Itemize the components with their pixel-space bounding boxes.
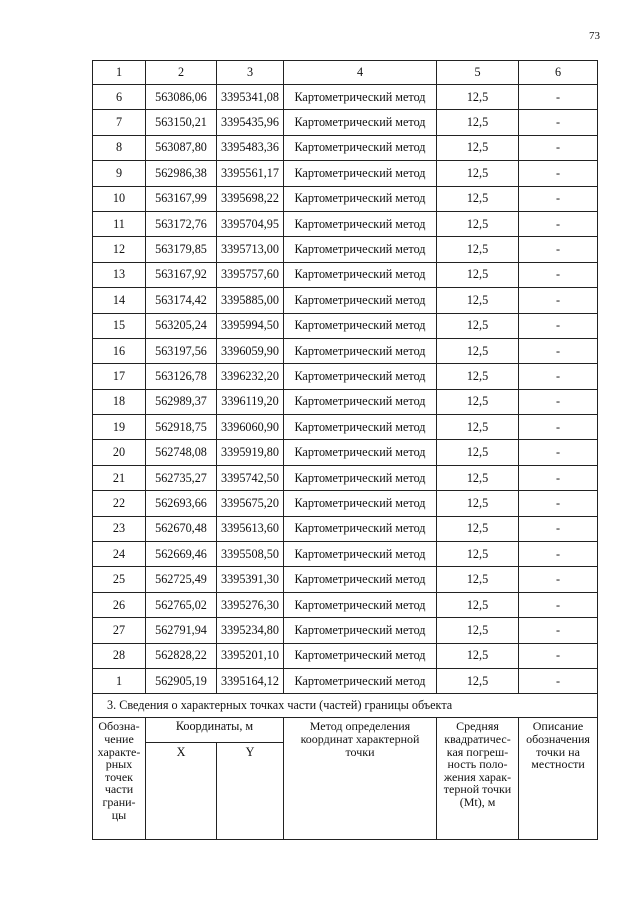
description: - <box>519 364 598 389</box>
mean-error: 12,5 <box>437 186 519 211</box>
mean-error: 12,5 <box>437 237 519 262</box>
method: Картометрический метод <box>284 542 437 567</box>
coordinate-y: 3395885,00 <box>217 288 284 313</box>
table-row <box>93 364 598 389</box>
method-header: Метод определения координат характерной точки <box>284 718 437 840</box>
column-number: 6 <box>519 61 598 85</box>
coordinate-x: 562989,37 <box>146 389 217 414</box>
coordinate-y: 3395164,12 <box>217 668 284 693</box>
point-number: 9 <box>93 161 146 186</box>
coordinate-x: 563126,78 <box>146 364 217 389</box>
method: Картометрический метод <box>284 465 437 490</box>
mean-error: 12,5 <box>437 491 519 516</box>
mean-error: 12,5 <box>437 643 519 668</box>
description: - <box>519 542 598 567</box>
mean-error: 12,5 <box>437 415 519 440</box>
coordinate-x: 562748,08 <box>146 440 217 465</box>
table-row <box>93 415 598 440</box>
mean-error: 12,5 <box>437 85 519 110</box>
description: - <box>519 211 598 236</box>
coordinate-y: 3395675,20 <box>217 491 284 516</box>
point-number: 7 <box>93 110 146 135</box>
description: - <box>519 592 598 617</box>
coordinate-x: 562905,19 <box>146 668 217 693</box>
description: - <box>519 85 598 110</box>
point-number: 21 <box>93 465 146 490</box>
table-row <box>93 668 598 693</box>
description: - <box>519 313 598 338</box>
coordinate-x: 563174,42 <box>146 288 217 313</box>
description: - <box>519 440 598 465</box>
table-row <box>93 465 598 490</box>
mean-error: 12,5 <box>437 668 519 693</box>
coordinate-x: 562670,48 <box>146 516 217 541</box>
coordinate-x: 563150,21 <box>146 110 217 135</box>
coordinate-x: 563179,85 <box>146 237 217 262</box>
mean-error: 12,5 <box>437 516 519 541</box>
method: Картометрический метод <box>284 618 437 643</box>
coordinate-y: 3395713,00 <box>217 237 284 262</box>
coordinate-x: 562725,49 <box>146 567 217 592</box>
table-row <box>93 389 598 414</box>
method: Картометрический метод <box>284 516 437 541</box>
error-header: Средняя квадратичес- кая погреш- ность поло- жения харак- терной точки (Mt), м <box>437 718 519 840</box>
point-number: 23 <box>93 516 146 541</box>
table-row <box>93 567 598 592</box>
coordinate-y: 3395994,50 <box>217 313 284 338</box>
table-row <box>93 440 598 465</box>
mean-error: 12,5 <box>437 465 519 490</box>
description: - <box>519 643 598 668</box>
mean-error: 12,5 <box>437 161 519 186</box>
method: Картометрический метод <box>284 313 437 338</box>
method: Картометрический метод <box>284 338 437 363</box>
mean-error: 12,5 <box>437 364 519 389</box>
mean-error: 12,5 <box>437 542 519 567</box>
coordinate-y: 3395483,36 <box>217 135 284 160</box>
section-3-header-row <box>93 718 598 743</box>
coordinate-x: 563167,92 <box>146 262 217 287</box>
table-row <box>93 135 598 160</box>
table-row <box>93 85 598 110</box>
mean-error: 12,5 <box>437 288 519 313</box>
method: Картометрический метод <box>284 186 437 211</box>
mean-error: 12,5 <box>437 440 519 465</box>
mean-error: 12,5 <box>437 567 519 592</box>
description: - <box>519 567 598 592</box>
point-number: 10 <box>93 186 146 211</box>
point-number: 25 <box>93 567 146 592</box>
column-number: 2 <box>146 61 217 85</box>
method: Картометрический метод <box>284 135 437 160</box>
column-number: 4 <box>284 61 437 85</box>
mean-error: 12,5 <box>437 135 519 160</box>
point-number: 15 <box>93 313 146 338</box>
page-number: 73 <box>589 30 600 42</box>
y-header: Y <box>217 743 284 840</box>
coordinate-x: 563205,24 <box>146 313 217 338</box>
point-number: 13 <box>93 262 146 287</box>
coordinate-x: 562828,22 <box>146 643 217 668</box>
coordinate-x: 562918,75 <box>146 415 217 440</box>
coordinate-y: 3395234,80 <box>217 618 284 643</box>
point-number: 14 <box>93 288 146 313</box>
description: - <box>519 338 598 363</box>
method: Картометрический метод <box>284 440 437 465</box>
coordinate-x: 562735,27 <box>146 465 217 490</box>
table-row <box>93 643 598 668</box>
coordinate-x: 562765,02 <box>146 592 217 617</box>
description: - <box>519 161 598 186</box>
point-number: 8 <box>93 135 146 160</box>
description: - <box>519 415 598 440</box>
description: - <box>519 135 598 160</box>
coordinate-y: 3395435,96 <box>217 110 284 135</box>
coordinate-y: 3395613,60 <box>217 516 284 541</box>
method: Картометрический метод <box>284 85 437 110</box>
mean-error: 12,5 <box>437 389 519 414</box>
table-row <box>93 542 598 567</box>
point-number: 11 <box>93 211 146 236</box>
method: Картометрический метод <box>284 415 437 440</box>
coordinate-x: 563197,56 <box>146 338 217 363</box>
coordinate-x: 562693,66 <box>146 491 217 516</box>
point-number: 18 <box>93 389 146 414</box>
coordinate-y: 3395757,60 <box>217 262 284 287</box>
designation-header: Обозна- чение характе- рных точек части грани- цы <box>93 718 146 840</box>
point-number: 19 <box>93 415 146 440</box>
table-row <box>93 618 598 643</box>
method: Картометрический метод <box>284 364 437 389</box>
point-number: 20 <box>93 440 146 465</box>
x-header: X <box>146 743 217 840</box>
mean-error: 12,5 <box>437 211 519 236</box>
table-row <box>93 186 598 211</box>
column-number: 1 <box>93 61 146 85</box>
description: - <box>519 389 598 414</box>
method: Картометрический метод <box>284 567 437 592</box>
table-row <box>93 161 598 186</box>
method: Картометрический метод <box>284 668 437 693</box>
section-3-title-row <box>93 694 598 718</box>
point-number: 12 <box>93 237 146 262</box>
description: - <box>519 465 598 490</box>
mean-error: 12,5 <box>437 618 519 643</box>
point-number: 6 <box>93 85 146 110</box>
method: Картометрический метод <box>284 211 437 236</box>
coordinate-y: 3396059,90 <box>217 338 284 363</box>
coordinate-x: 563086,06 <box>146 85 217 110</box>
description: - <box>519 186 598 211</box>
method: Картометрический метод <box>284 491 437 516</box>
table-row <box>93 491 598 516</box>
coordinate-y: 3395742,50 <box>217 465 284 490</box>
mean-error: 12,5 <box>437 262 519 287</box>
coordinate-x: 562791,94 <box>146 618 217 643</box>
coordinate-y: 3395698,22 <box>217 186 284 211</box>
table-row <box>93 338 598 363</box>
coordinate-x: 562986,38 <box>146 161 217 186</box>
coordinate-x: 562669,46 <box>146 542 217 567</box>
table-row <box>93 592 598 617</box>
description: - <box>519 110 598 135</box>
column-number: 3 <box>217 61 284 85</box>
coordinate-y: 3396119,20 <box>217 389 284 414</box>
table-row <box>93 262 598 287</box>
point-number: 24 <box>93 542 146 567</box>
coordinate-x: 563172,76 <box>146 211 217 236</box>
description: - <box>519 618 598 643</box>
coordinate-y: 3395919,80 <box>217 440 284 465</box>
table-row <box>93 516 598 541</box>
point-number: 16 <box>93 338 146 363</box>
boundary-points-table <box>92 60 598 840</box>
point-number: 27 <box>93 618 146 643</box>
description: - <box>519 237 598 262</box>
coordinate-y: 3396232,20 <box>217 364 284 389</box>
description-header: Описание обозначения точки на местности <box>519 718 598 840</box>
column-number: 5 <box>437 61 519 85</box>
table-row <box>93 211 598 236</box>
method: Картометрический метод <box>284 262 437 287</box>
coordinate-y: 3395508,50 <box>217 542 284 567</box>
method: Картометрический метод <box>284 643 437 668</box>
method: Картометрический метод <box>284 592 437 617</box>
description: - <box>519 262 598 287</box>
method: Картометрический метод <box>284 288 437 313</box>
mean-error: 12,5 <box>437 110 519 135</box>
method: Картометрический метод <box>284 237 437 262</box>
mean-error: 12,5 <box>437 592 519 617</box>
table-row <box>93 237 598 262</box>
table-row <box>93 313 598 338</box>
point-number: 26 <box>93 592 146 617</box>
point-number: 22 <box>93 491 146 516</box>
table-row <box>93 110 598 135</box>
point-number: 28 <box>93 643 146 668</box>
point-number: 17 <box>93 364 146 389</box>
section-3-title: 3. Сведения о характерных точках части (частей) границы объекта <box>93 694 598 718</box>
table-row <box>93 288 598 313</box>
mean-error: 12,5 <box>437 338 519 363</box>
point-number: 1 <box>93 668 146 693</box>
description: - <box>519 516 598 541</box>
coordinate-x: 563087,80 <box>146 135 217 160</box>
method: Картометрический метод <box>284 389 437 414</box>
coordinate-y: 3395201,10 <box>217 643 284 668</box>
coordinate-x: 563167,99 <box>146 186 217 211</box>
description: - <box>519 491 598 516</box>
coordinate-y: 3396060,90 <box>217 415 284 440</box>
description: - <box>519 668 598 693</box>
coordinate-y: 3395341,08 <box>217 85 284 110</box>
description: - <box>519 288 598 313</box>
mean-error: 12,5 <box>437 313 519 338</box>
coordinate-y: 3395276,30 <box>217 592 284 617</box>
method: Картометрический метод <box>284 161 437 186</box>
coordinate-y: 3395561,17 <box>217 161 284 186</box>
method: Картометрический метод <box>284 110 437 135</box>
coordinate-y: 3395704,95 <box>217 211 284 236</box>
coordinate-y: 3395391,30 <box>217 567 284 592</box>
coordinates-header: Координаты, м <box>146 718 284 743</box>
column-number-row <box>93 61 598 85</box>
